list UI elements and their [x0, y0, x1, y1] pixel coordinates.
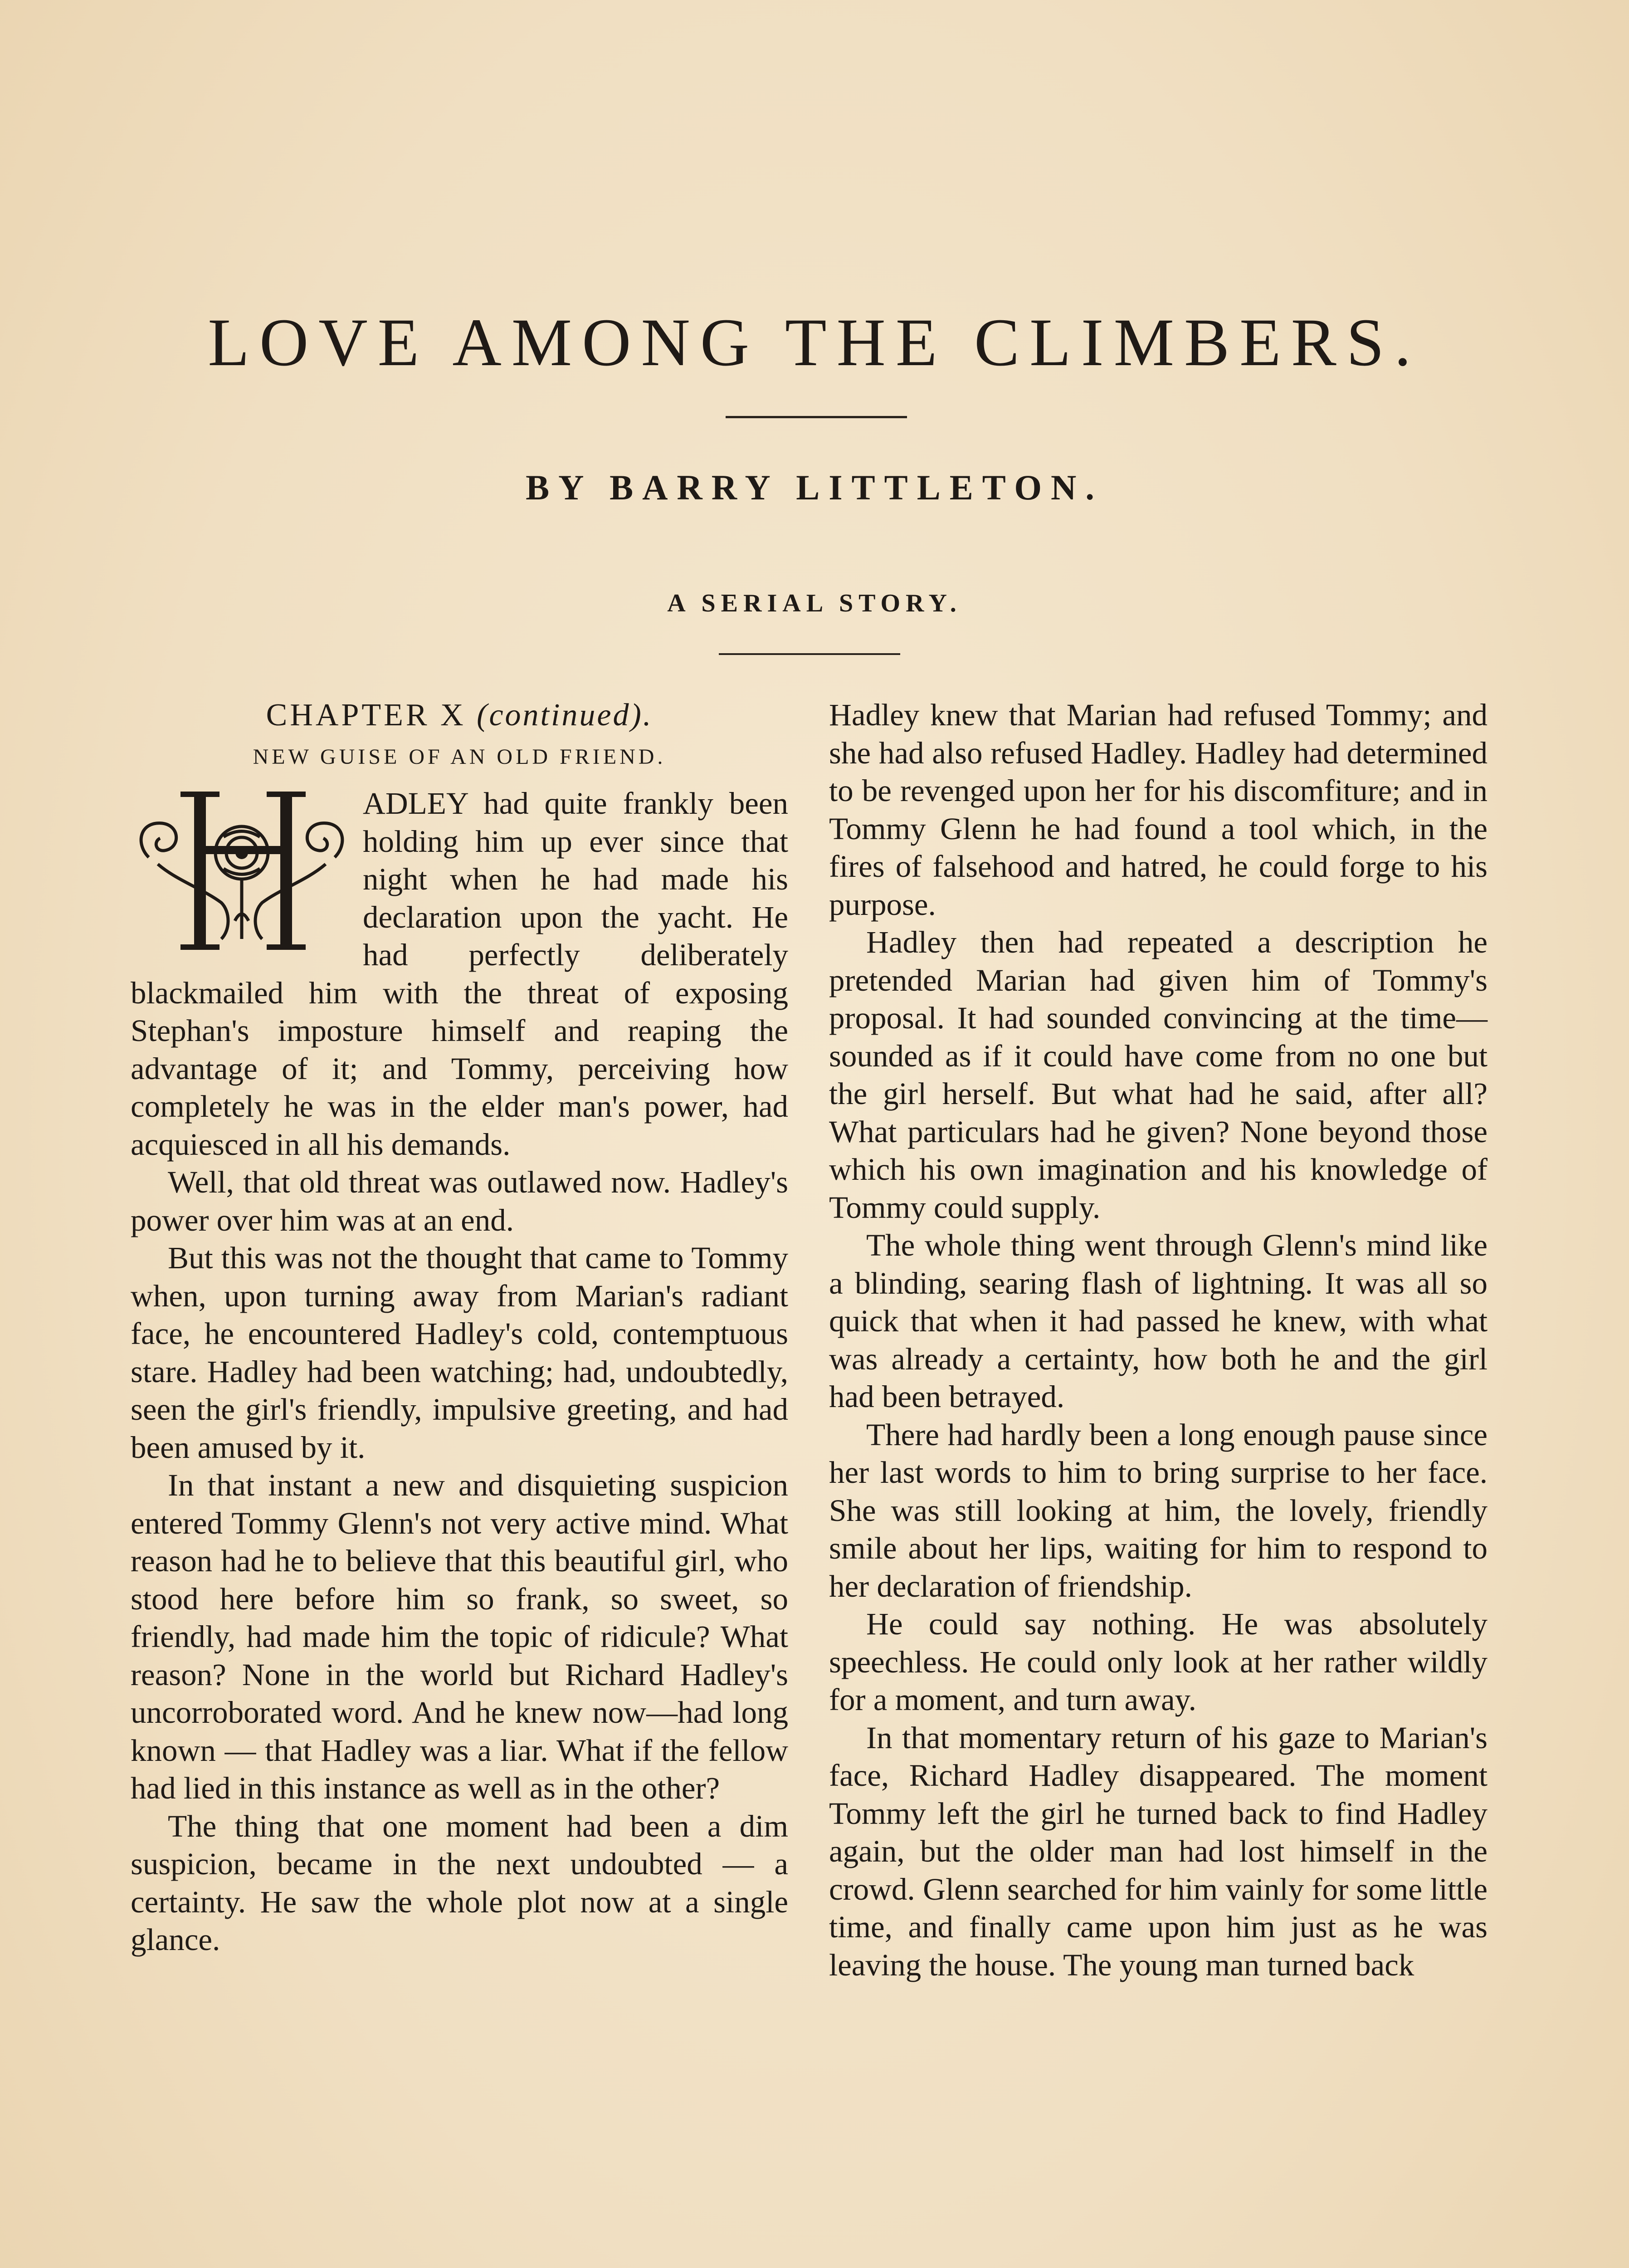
paragraph: The thing that one moment had been a dim suspicion, became in the next undoubted — a certainty. He saw the whole plot now at a single glance. — [131, 1809, 788, 1957]
serial-label: A SERIAL STORY. — [667, 589, 962, 617]
chapter-status: (continued). — [477, 698, 653, 733]
paragraph: There had hardly been a long enough pause since her last words to him to bring surprise to her face. She was still looking at him, the lovely, friendly smile about her lips, waiting for him to respond to her declaration of friendship. — [829, 1417, 1488, 1603]
story-title: LOVE AMONG THE CLIMBERS. — [208, 305, 1421, 380]
paragraph: In that momentary return of his gaze to Marian's face, Richard Hadley disappeared. The moment Tommy left the girl he turned back to find Hadley again, but the older man had lost himself in the crowd. Glenn searched for him vainly for some little time, and finally came upon him just as he was leaving the house. The young man turned back — [829, 1720, 1488, 1982]
paragraph: But this was not the thought that came to Tommy when, upon turning away from Marian's radiant face, he encountered Hadley's cold, contemptuous stare. Hadley had been watching; had, undoubtedly, seen the girl's friendly, impulsive greeting, and had been amused by it. — [131, 1241, 788, 1465]
left-column — [131, 696, 788, 1959]
paragraph: The whole thing went through Glenn's mind like a blinding, searing flash of lightning. It was all so quick that when it had passed he knew, with what was already a certainty, how both he and the girl had been betrayed. — [829, 1228, 1488, 1414]
ornamental-dropcap-h-icon — [131, 785, 353, 950]
paragraph: Well, that old threat was outlawed now. Hadley's power over him was at an end. — [131, 1165, 788, 1237]
right-column — [829, 696, 1488, 1984]
chapter-number: CHAPTER X — [266, 698, 466, 733]
serial-divider — [719, 653, 900, 655]
paragraph: He could say nothing. He was absolutely speechless. He could only look at her rather wildly for a moment, and turn away. — [829, 1607, 1488, 1717]
paragraph: Hadley then had repeated a description he pretended Marian had given him of Tommy's proposal. It had sounded convincing at the time—sounded as if it could have come from no one but the girl herself. But what had he said, after all? What particulars had he given? None beyond those which his own imagination and his knowledge of Tommy could supply. — [829, 925, 1488, 1225]
paragraph: In that instant a new and disquieting suspicion entered Tommy Glenn's not very active mind. What reason had he to believe that this beautiful girl, who stood here before him so frank, so sweet, so friendly, had made him the topic of ridicule? What reason? None in the world but Richard Hadley's uncorroborated word. And he knew now—had long known — that Hadley was a liar. What if the fellow had lied in this instance as well as in the other? — [131, 1468, 788, 1805]
chapter-heading — [131, 696, 788, 734]
author-byline: BY BARRY LITTLETON. — [526, 468, 1103, 507]
title-divider — [726, 416, 907, 418]
chapter-subtitle: NEW GUISE OF AN OLD FRIEND. — [253, 744, 666, 769]
paragraph: ADLEY had quite frankly been holding him up ever since that night when he had made his declaration upon the yacht. He had perfectly deliberately blackmailed him with the threat of exposing Stephan's imposture himself and reaping the advantage of it; and Tommy, perceiving how completely he was in the elder man's power, had acquiesced in all his demands. — [131, 786, 788, 1162]
paragraph: Hadley knew that Marian had refused Tommy; and she had also refused Hadley. Hadley had determined to be revenged upon her for his discomfiture; and in Tommy Glenn he had found a tool which, in the fires of falsehood and hatred, he could forge to his purpose. — [829, 698, 1488, 922]
